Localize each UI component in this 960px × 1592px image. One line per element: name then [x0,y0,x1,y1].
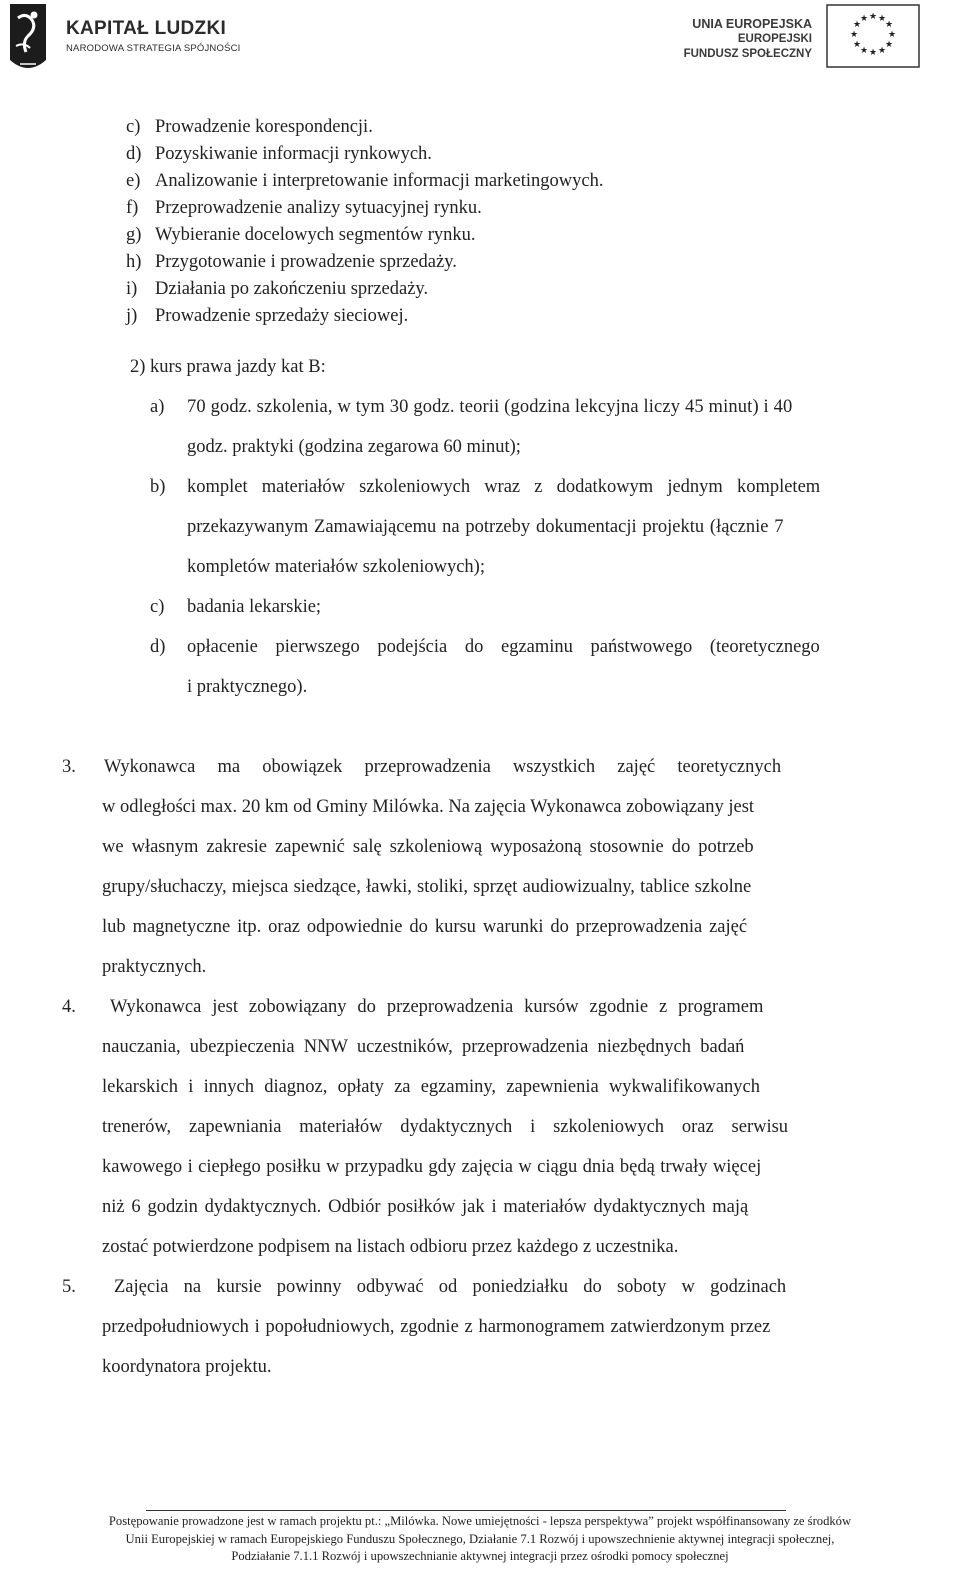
list-item-label: c) [126,117,141,137]
sub-item-label: c) [150,597,165,617]
footer-divider [146,1510,786,1511]
svg-text:★: ★ [884,40,894,50]
list-item-label: d) [126,144,142,164]
footer-line-1: Postępowanie prowadzone jest w ramach projektu pt.: „Milówka. Nowe umiejętności - lepsza perspektywa” projekt współfinansowany ze środków [108,1514,852,1528]
ue-line-2: EUROPEJSKI [737,33,812,45]
svg-text:★: ★ [868,48,878,58]
svg-text:★: ★ [877,14,887,24]
svg-text:★: ★ [877,46,887,56]
sub-item-line: 70 godz. szkolenia, w tym 30 godz. teorii (godzina lekcyjna liczy 45 minut) i 40 [187,397,793,417]
sub-item-label: a) [150,397,165,417]
point-line: we własnym zakresie zapewnić salę szkoleniową wyposażoną stosownie do potrzeb [102,837,754,857]
ue-line-3: FUNDUSZ SPOŁECZNY [683,48,812,60]
sub-item-line: badania lekarskie; [187,597,322,617]
sub-item-line: przekazywanym Zamawiającemu na potrzeby dokumentacji projektu (łącznie 7 [187,517,784,537]
point-line: lekarskich i innych diagnoz, opłaty za egzaminy, zapewnienia wykwalifikowanych [102,1077,760,1097]
list-item-label: g) [126,225,142,245]
svg-text:★: ★ [884,20,894,30]
point-number: 3. [62,757,76,777]
sub-item-label: b) [150,477,166,497]
sub-item-label: d) [150,637,166,657]
kapital-ludzki-title: KAPITAŁ LUDZKI [66,18,227,39]
list-item-label: i) [126,279,138,299]
svg-text:★: ★ [887,30,897,40]
footer-line-2: Unii Europejskiej w ramach Europejskiego Funduszu Społecznego, Działanie 7.1 Rozwój i upowszechnienie aktywnej integracji społecznej, [125,1531,835,1546]
svg-text:★: ★ [852,20,862,30]
ue-line-1: UNIA EUROPEJSKA [692,17,812,31]
sub-item-line: opłacenie pierwszego podejścia do egzaminu państwowego (teoretycznego [187,637,820,657]
kapital-ludzki-subtitle: NARODOWA STRATEGIA SPÓJNOŚCI [66,43,241,54]
page-footer [0,1513,960,1566]
point-line: nauczania, ubezpieczenia NNW uczestników, przeprowadzenia niezbędnych badań [102,1037,745,1057]
list-item-label: h) [126,252,142,272]
point-line: praktycznych. [102,957,207,977]
list-item-label: j) [126,306,138,326]
sub-item-line: komplet materiałów szkoleniowych wraz z dodatkowym jednym kompletem [187,477,821,497]
list-item: Działania po zakończeniu sprzedaży. [155,279,429,299]
point-line: przedpołudniowych i popołudniowych, zgodnie z harmonogramem zatwierdzonym przez [102,1317,771,1337]
svg-text:★: ★ [852,40,862,50]
list-item: Prowadzenie sprzedaży sieciowej. [155,306,409,326]
list-item: Przygotowanie i prowadzenie sprzedaży. [155,252,457,272]
point-line: grupy/słuchaczy, miejsca siedzące, ławki, stoliki, sprzęt audiowizualny, tablice szkolne [102,877,752,897]
list-item: Analizowanie i interpretowanie informacji marketingowych. [155,171,604,191]
point-line: Zajęcia na kursie powinny odbywać od poniedziałku do soboty w godzinach [114,1277,787,1297]
point-line: niż 6 godzin dydaktycznych. Odbiór posiłków jak i materiałów dydaktycznych mają [102,1197,749,1217]
sub-item-line: kompletów materiałów szkoleniowych); [187,557,485,577]
section-heading: 2) kurs prawa jazdy kat B: [130,357,326,377]
point-line: trenerów, zapewniania materiałów dydaktycznych i szkoleniowych oraz serwisu [102,1117,789,1137]
svg-text:★: ★ [868,12,878,22]
list-item-label: e) [126,171,141,191]
list-item: Pozyskiwanie informacji rynkowych. [155,144,432,164]
point-line: kawowego i ciepłego posiłku w przypadku gdy zajęcia w ciągu dnia będą trwały więcej [102,1157,762,1177]
point-line: Wykonawca jest zobowiązany do przeprowadzenia kursów zgodnie z programem [110,997,764,1017]
point-line: lub magnetyczne itp. oraz odpowiednie do kursu warunki do przeprowadzenia zajęć [102,917,748,937]
footer-line-3: Podziałanie 7.1.1 Rozwój i upowszechnianie aktywnej integracji przez ośrodki pomocy społecznej [231,1549,729,1563]
sub-item-line: godz. praktyki (godzina zegarowa 60 minut); [187,437,521,457]
point-line: Wykonawca ma obowiązek przeprowadzenia wszystkich zajęć teoretycznych [104,757,782,777]
svg-text:★: ★ [859,14,869,24]
svg-text:★: ★ [859,46,869,56]
point-number: 4. [62,997,76,1017]
point-line: koordynatora projektu. [102,1357,272,1377]
list-item-label: f) [126,198,139,218]
point-line: zostać potwierdzone podpisem na listach odbioru przez każdego z uczestnika. [102,1237,679,1257]
svg-text:★: ★ [849,30,859,40]
point-line: w odległości max. 20 km od Gminy Milówka. Na zajęcia Wykonawca zobowiązany jest [102,797,755,817]
list-item: Wybieranie docelowych segmentów rynku. [155,225,476,245]
sub-item-line: i praktycznego). [187,677,308,697]
point-number: 5. [62,1277,76,1297]
list-item: Prowadzenie korespondencji. [155,117,373,137]
list-item: Przeprowadzenie analizy sytuacyjnej rynku. [155,198,482,218]
